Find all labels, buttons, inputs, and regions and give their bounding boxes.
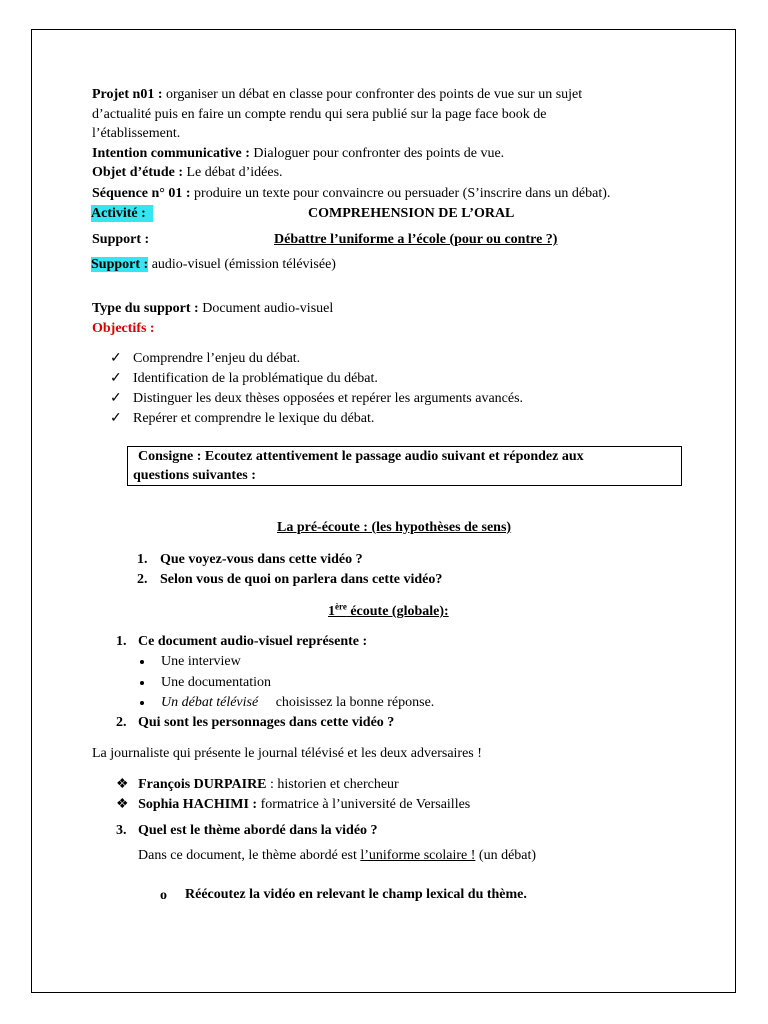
ecoute-1-title [328, 603, 449, 620]
sequence-text: produire un texte pour convaincre ou persuader (S’inscrire dans un débat). [194, 186, 611, 201]
type-support-line [92, 300, 333, 317]
person-item [116, 796, 470, 813]
objectifs-label: Objectifs : [92, 321, 155, 336]
q-persons-num: 2. [116, 715, 127, 730]
objet-label: Objet d’étude : [92, 165, 183, 180]
objet-text: Le débat d’idées. [186, 165, 283, 180]
final-instruction: Réécoutez la vidéo en relevant le champ lexical du thème. [185, 887, 527, 902]
projet-label: Projet n01 : [92, 87, 163, 102]
check-icon: ✓ [110, 411, 122, 426]
answer-theme-underlined: l’uniforme scolaire ! [360, 848, 476, 863]
projet-line-3: l’établissement. [92, 126, 181, 141]
type-support-label: Type du support : [92, 301, 199, 316]
q-persons-text: Qui sont les personnages dans cette vidéo ? [138, 715, 395, 730]
pre-ecoute-title: La pré-écoute : (les hypothèses de sens) [277, 520, 512, 535]
diamond-icon: ❖ [116, 797, 129, 812]
q-theme-num: 3. [116, 823, 127, 838]
projet-text-1: organiser un débat en classe pour confronter des points de vue sur un sujet [166, 87, 583, 102]
person-desc: formatrice à l’université de Versailles [260, 797, 471, 812]
ecoute-1-sup: ère [335, 601, 347, 612]
person-item [116, 776, 399, 793]
objectif-text: Identification de la problématique du débat. [133, 371, 378, 386]
check-icon: ✓ [110, 391, 122, 406]
person-desc: : historien et chercheur [270, 777, 399, 792]
answer-theme-post: (un débat) [478, 848, 537, 863]
option-debat: Un débat télévisé [161, 695, 259, 710]
projet-line-1 [92, 86, 582, 103]
objectif-text: Comprendre l’enjeu du débat. [133, 351, 301, 366]
q-doc-text: Ce document audio-visuel représente : [138, 634, 368, 649]
diamond-icon: ❖ [116, 777, 129, 792]
option-interview: Une interview [161, 654, 241, 669]
type-support-text: Document audio-visuel [202, 301, 334, 316]
check-icon: ✓ [110, 371, 122, 386]
answer-theme-pre: Dans ce document, le thème abordé est [138, 848, 357, 863]
option-debat-line [161, 694, 434, 711]
support-2-label: Support : [91, 257, 149, 272]
sequence-label: Séquence n° 01 : [92, 186, 191, 201]
q-theme-text: Quel est le thème abordé dans la vidéo ? [138, 823, 378, 838]
final-bullet: o [160, 888, 167, 903]
choice-hint: choisissez la bonne réponse. [275, 695, 435, 710]
pre-q1-text: Que voyez-vous dans cette vidéo ? [160, 552, 363, 567]
bullet-icon [140, 681, 144, 685]
activite-label-wrap [91, 205, 153, 222]
answer-theme [138, 847, 536, 864]
intention-line [92, 145, 504, 162]
support-title: Débattre l’uniforme a l’école (pour ou contre ?) [274, 232, 558, 247]
ecoute-1-num: 1 [328, 604, 335, 619]
sequence-line [92, 185, 610, 202]
intention-text: Dialoguer pour confronter des points de vue. [253, 146, 505, 161]
person-name: Sophia HACHIMI : [138, 797, 258, 812]
support-2-line [91, 256, 336, 273]
intention-label: Intention communicative : [92, 146, 250, 161]
support-label: Support : [92, 232, 150, 247]
objectif-text: Repérer et comprendre le lexique du débat. [133, 411, 375, 426]
person-name: François DURPAIRE [138, 777, 267, 792]
pre-q2-num: 2. [137, 572, 148, 587]
consigne-line-1: Consigne : Ecoutez attentivement le passage audio suivant et répondez aux [138, 449, 584, 464]
q-doc-num: 1. [116, 634, 127, 649]
projet-line-2: d’actualité puis en faire un compte rendu qui sera publié sur la page face book de [92, 107, 547, 122]
check-icon: ✓ [110, 351, 122, 366]
support-2-text: audio-visuel (émission télévisée) [151, 257, 336, 272]
option-documentation: Une documentation [161, 675, 272, 690]
bullet-icon [140, 660, 144, 664]
activite-title: COMPREHENSION DE L’ORAL [308, 206, 515, 221]
objet-line [92, 164, 283, 181]
activite-label: Activité : [91, 205, 153, 222]
answer-persons: La journaliste qui présente le journal télévisé et les deux adversaires ! [92, 746, 482, 761]
bullet-icon [140, 701, 144, 705]
objectif-text: Distinguer les deux thèses opposées et repérer les arguments avancés. [133, 391, 524, 406]
consigne-line-2: questions suivantes : [133, 468, 256, 483]
ecoute-1-rest: écoute (globale): [346, 604, 449, 619]
pre-q2-text: Selon vous de quoi on parlera dans cette vidéo? [160, 572, 443, 587]
pre-q1-num: 1. [137, 552, 148, 567]
